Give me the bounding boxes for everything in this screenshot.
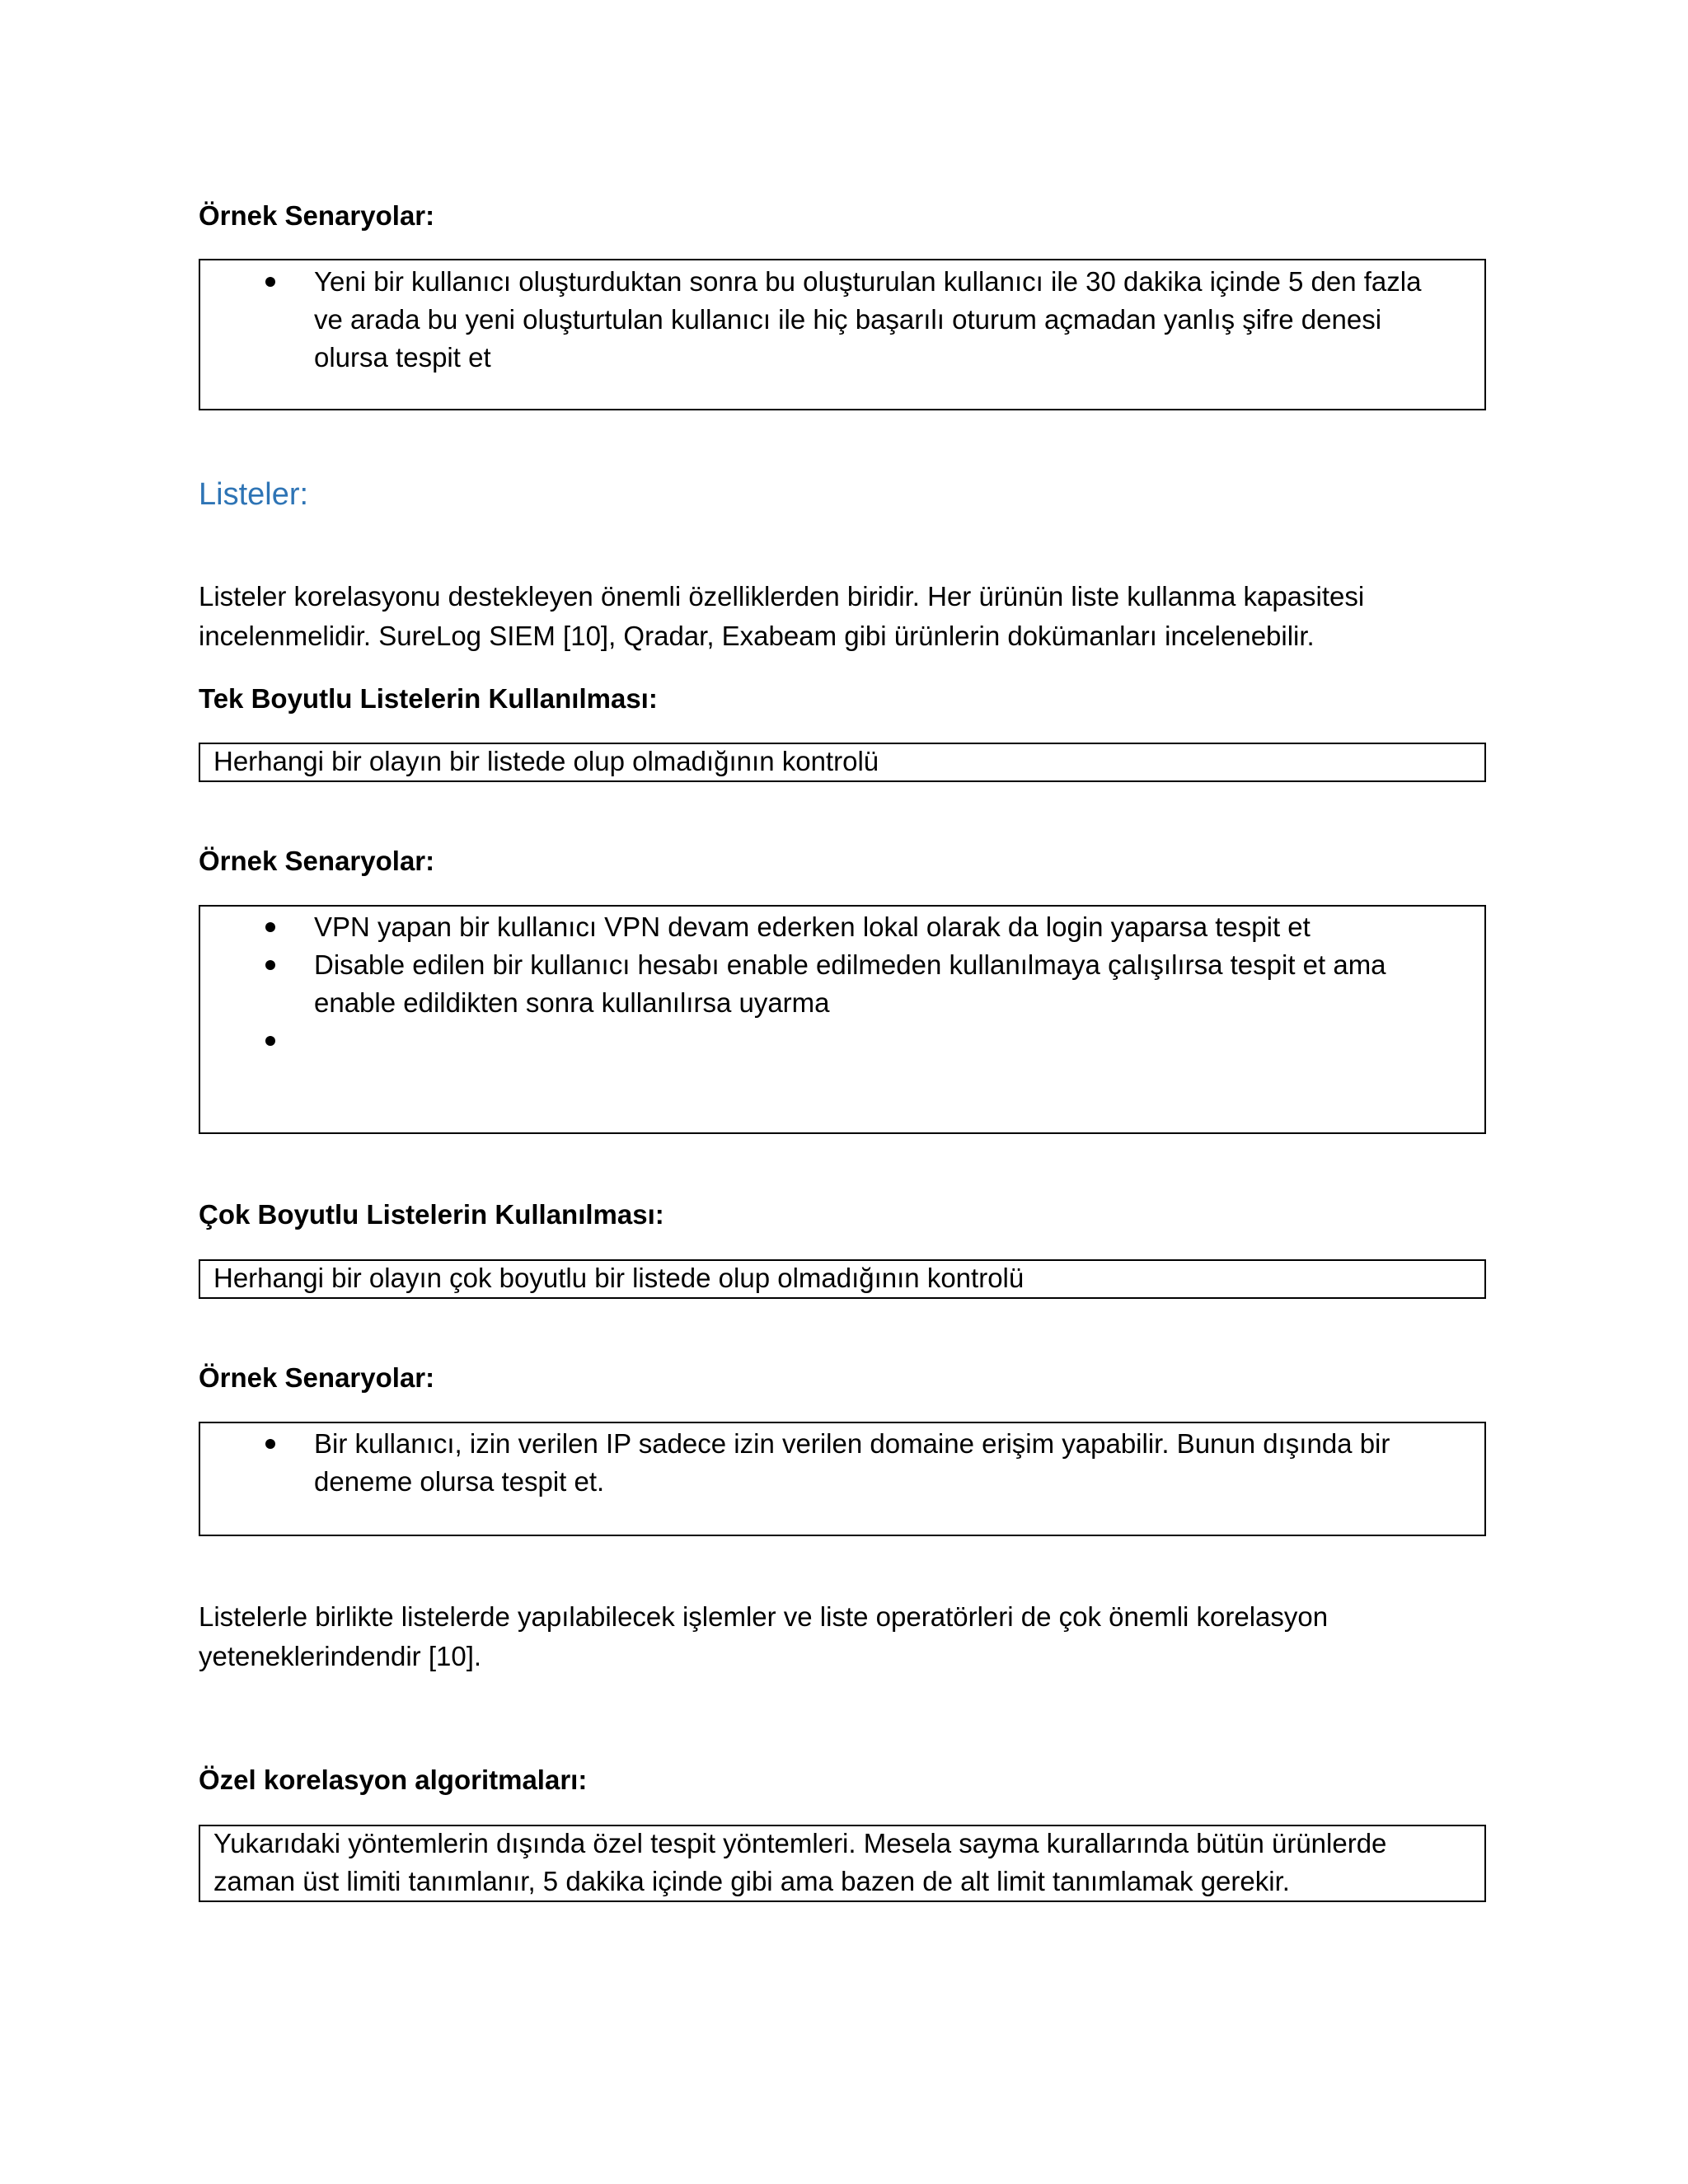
list-item [200, 263, 1484, 377]
bullet-line: VPN yapan bir kullanıcı VPN devam ederken lokal olarak da login yaparsa tespit et [314, 912, 1311, 942]
bullet-line: Yeni bir kullanıcı oluşturduktan sonra bu oluşturulan kullanıcı ile 30 dakika içinde 5 den fazla [314, 266, 1422, 297]
lists-operators-paragraph [199, 1597, 1484, 1676]
list-item [200, 908, 1484, 946]
paragraph-line: yeteneklerindendir [10]. [199, 1641, 482, 1671]
custom-correlation-box [199, 1825, 1486, 1902]
list-item [200, 946, 1484, 1022]
multi-dim-lists-text: Herhangi bir olayın çok boyutlu bir listede olup olmadığının kontrolü [213, 1263, 1025, 1293]
bullet-list-3 [200, 1425, 1484, 1501]
paragraph-line: Listeler korelasyonu destekleyen önemli özelliklerden biridir. Her ürünün liste kullanma kapasitesi [199, 581, 1365, 612]
example-scenarios-heading-2: Örnek Senaryolar: [199, 846, 435, 876]
lists-intro-paragraph [199, 577, 1484, 656]
lists-section-title: Listeler: [199, 477, 309, 512]
bullet-list-2 [200, 908, 1484, 1060]
list-item [200, 1425, 1484, 1501]
example-scenarios-box-3 [199, 1422, 1486, 1536]
bullet-dot-icon [265, 960, 275, 970]
bullet-line: ve arada bu yeni oluşturtulan kullanıcı ile hiç başarılı oturum açmadan yanlış şifre denesi [314, 304, 1382, 335]
box-line: zaman üst limiti tanımlanır, 5 dakika içinde gibi ama bazen de alt limit tanımlamak gerekir. [213, 1866, 1290, 1896]
custom-correlation-heading: Özel korelasyon algoritmaları: [199, 1765, 588, 1795]
box-line: Yukarıdaki yöntemlerin dışında özel tespit yöntemleri. Mesela sayma kurallarında bütün ürünlerde [213, 1828, 1387, 1858]
example-scenarios-heading-1: Örnek Senaryolar: [199, 200, 435, 231]
multi-dim-lists-box [199, 1259, 1486, 1299]
bullet-line: Bir kullanıcı, izin verilen IP sadece izin verilen domaine erişim yapabilir. Bunun dışında bir [314, 1428, 1390, 1459]
bullet-line: deneme olursa tespit et. [314, 1466, 605, 1497]
single-dim-lists-box [199, 743, 1486, 782]
example-scenarios-box-2 [199, 905, 1486, 1134]
custom-correlation-text [213, 1825, 1386, 1900]
list-item [200, 1022, 1484, 1060]
single-dim-lists-text: Herhangi bir olayın bir listede olup olmadığının kontrolü [213, 746, 879, 776]
bullet-dot-icon [265, 922, 275, 932]
bullet-line: olursa tespit et [314, 342, 491, 373]
example-scenarios-box-1 [199, 259, 1486, 410]
bullet-line: Disable edilen bir kullanıcı hesabı enable edilmeden kullanılmaya çalışılırsa tespit et ama [314, 949, 1386, 980]
multi-dim-lists-heading: Çok Boyutlu Listelerin Kullanılması: [199, 1199, 664, 1230]
example-scenarios-heading-3: Örnek Senaryolar: [199, 1362, 435, 1393]
paragraph-line: Listelerle birlikte listelerde yapılabilecek işlemler ve liste operatörleri de çok önemli korelasyon [199, 1601, 1329, 1632]
single-dim-lists-heading: Tek Boyutlu Listelerin Kullanılması: [199, 683, 658, 714]
bullet-dot-icon [265, 1036, 275, 1046]
bullet-dot-icon [265, 1439, 275, 1449]
bullet-line: enable edildikten sonra kullanılırsa uyarma [314, 987, 830, 1018]
paragraph-line: incelenmelidir. SureLog SIEM [10], Qradar, Exabeam gibi ürünlerin dokümanları incelenebilir. [199, 621, 1315, 651]
bullet-dot-icon [265, 277, 275, 287]
bullet-list-1 [200, 263, 1484, 377]
